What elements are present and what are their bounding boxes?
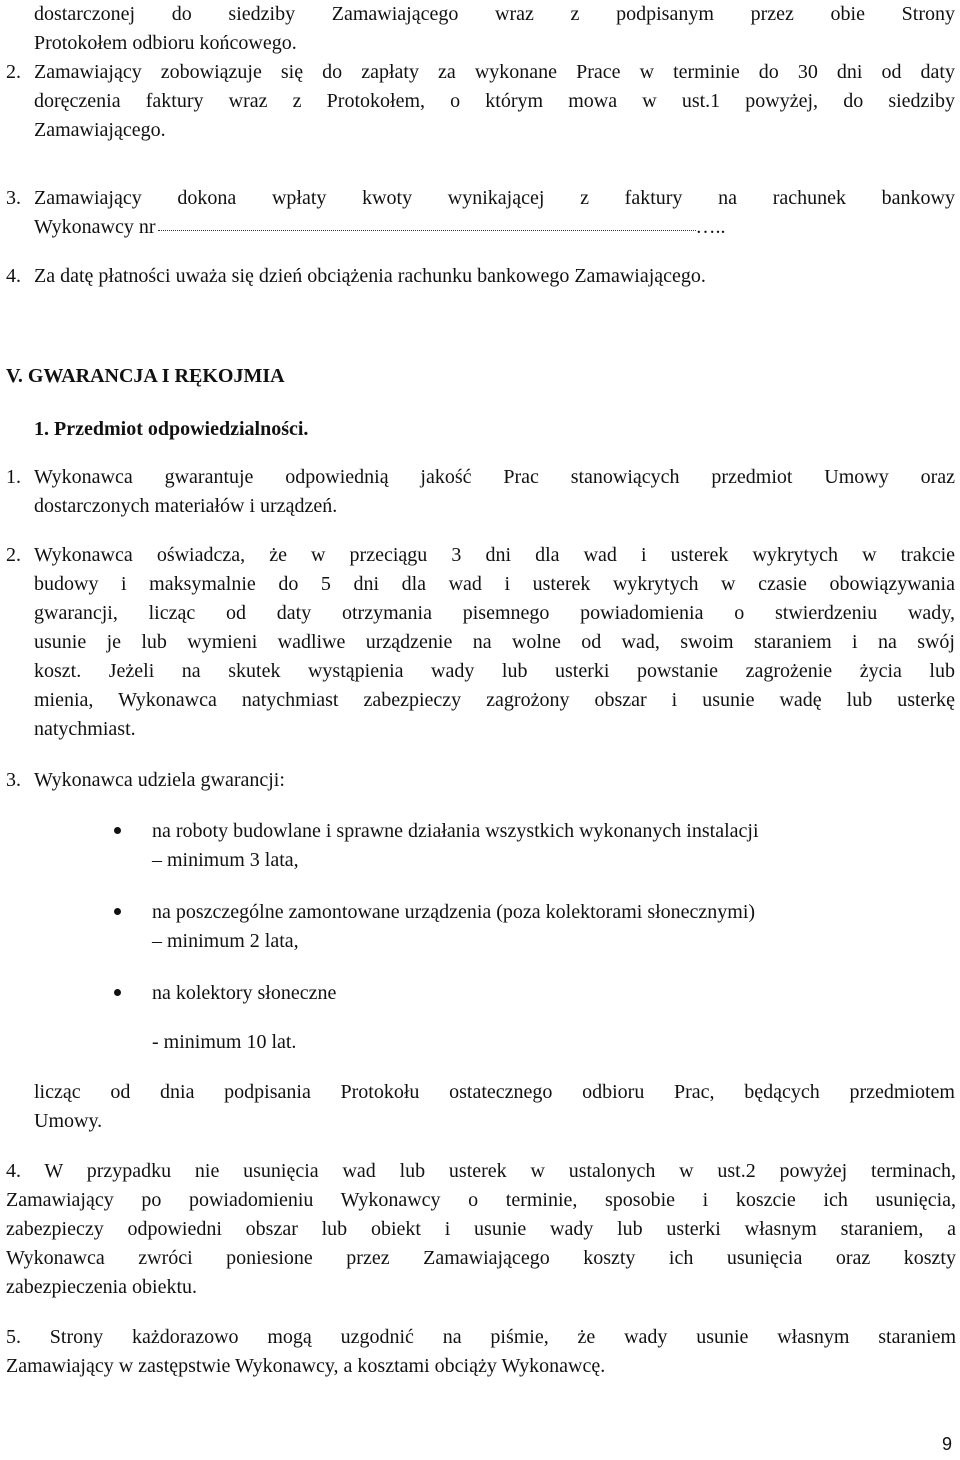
- warranty-item-2-line: Wykonawca oświadcza, że w przeciągu 3 dni dla wad i usterek wykrytych w trakcie: [34, 544, 955, 566]
- payment-item-2-line-1: Zamawiający zobowiązuje się do zapłaty za wykonane Prace w terminie do 30 dni od daty: [34, 61, 955, 83]
- warranty-item-2-line: usunie je lub wymieni wadliwe urządzenie na wolne od wad, swoim staraniem i na swój: [34, 631, 955, 653]
- warranty-item-1-line-2: dostarczonych materiałów i urządzeń.: [34, 495, 338, 517]
- section-title: V. GWARANCJA I RĘKOJMIA: [6, 365, 285, 387]
- warranty-bullet-3-line-1: na kolektory słoneczne: [152, 982, 337, 1004]
- warranty-bullet-1-line-2: – minimum 3 lata,: [152, 849, 299, 871]
- warranty-item-4-line: Wykonawca zwróci poniesione przez Zamawiającego koszty ich usunięcia oraz koszty: [6, 1247, 956, 1269]
- warranty-item-2-line: gwarancji, licząc od daty otrzymania pisemnego powiadomienia o stwierdzeniu wady,: [34, 602, 955, 624]
- warranty-item-4-line: zabezpieczenia obiektu.: [6, 1276, 197, 1298]
- warranty-item-2-line: natychmiast.: [34, 718, 136, 740]
- warranty-bullet-1-line-1: na roboty budowlane i sprawne działania wszystkich wykonanych instalacji: [152, 820, 759, 842]
- account-number-blank: [158, 229, 696, 231]
- warranty-item-3-number: 3.: [6, 769, 21, 791]
- warranty-bullet-2-line-2: – minimum 2 lata,: [152, 930, 299, 952]
- payment-item-3-line-1: Zamawiający dokona wpłaty kwoty wynikającej z faktury na rachunek bankowy: [34, 187, 955, 209]
- account-label: Wykonawcy nr: [34, 216, 156, 238]
- intro-line-1: dostarczonej do siedziby Zamawiającego wraz z podpisanym przez obie Strony: [34, 3, 955, 25]
- payment-item-2-number: 2.: [6, 61, 21, 83]
- warranty-counting-line-1: licząc od dnia podpisania Protokołu ostatecznego odbioru Prac, będących przedmiotem: [34, 1081, 955, 1103]
- payment-item-2-line-2: doręczenia faktury wraz z Protokołem, o którym mowa w ust.1 powyżej, do siedziby: [34, 90, 955, 112]
- warranty-bullet-3-line-2: - minimum 10 lat.: [152, 1031, 297, 1053]
- intro-line-2: Protokołem odbioru końcowego.: [34, 32, 297, 54]
- warranty-item-2-line: mienia, Wykonawca natychmiast zabezpieczy zagrożony obszar i usunie wadę lub usterkę: [34, 689, 955, 711]
- bullet-icon: [114, 908, 121, 915]
- warranty-bullet-2-line-1: na poszczególne zamontowane urządzenia (poza kolektorami słonecznymi): [152, 901, 756, 923]
- payment-item-4-text: Za datę płatności uważa się dzień obciążenia rachunku bankowego Zamawiającego.: [34, 265, 706, 287]
- warranty-counting-line-2: Umowy.: [34, 1110, 103, 1132]
- warranty-item-2-line: koszt. Jeżeli na skutek wystąpienia wady lub usterki powstanie zagrożenie życia lub: [34, 660, 955, 682]
- payment-item-2-line-3: Zamawiającego.: [34, 119, 166, 141]
- page-number: 9: [941, 1434, 952, 1454]
- warranty-item-4-line: 4. W przypadku nie usunięcia wad lub usterek w ustalonych w ust.2 powyżej terminach,: [6, 1160, 956, 1182]
- warranty-item-3-text: Wykonawca udziela gwarancji:: [34, 769, 285, 791]
- warranty-item-5-line: Zamawiający w zastępstwie Wykonawcy, a kosztami obciąży Wykonawcę.: [6, 1355, 606, 1377]
- warranty-item-2-line: budowy i maksymalnie do 5 dni dla wad i usterek wykrytych w czasie obowiązywania: [34, 573, 955, 595]
- payment-item-4-number: 4.: [6, 265, 21, 287]
- payment-item-3-number: 3.: [6, 187, 21, 209]
- section-subtitle: 1. Przedmiot odpowiedzialności.: [34, 418, 309, 440]
- bullet-icon: [114, 989, 121, 996]
- warranty-item-5-line: 5. Strony każdorazowo mogą uzgodnić na piśmie, że wady usunie własnym staraniem: [6, 1326, 956, 1348]
- bullet-icon: [114, 827, 121, 834]
- warranty-item-4-line: Zamawiający po powiadomieniu Wykonawcy o terminie, sposobie i koszcie ich usunięcia,: [6, 1189, 956, 1211]
- warranty-item-2-number: 2.: [6, 544, 21, 566]
- payment-item-3-line-2: [34, 213, 955, 242]
- account-ellipsis: …..: [695, 216, 726, 238]
- warranty-item-1-line-1: Wykonawca gwarantuje odpowiednią jakość Prac stanowiących przedmiot Umowy oraz: [34, 466, 955, 488]
- warranty-item-1-number: 1.: [6, 466, 21, 488]
- warranty-item-4-line: zabezpieczy odpowiedni obszar lub obiekt i usunie wady lub usterki własnym staraniem, a: [6, 1218, 956, 1240]
